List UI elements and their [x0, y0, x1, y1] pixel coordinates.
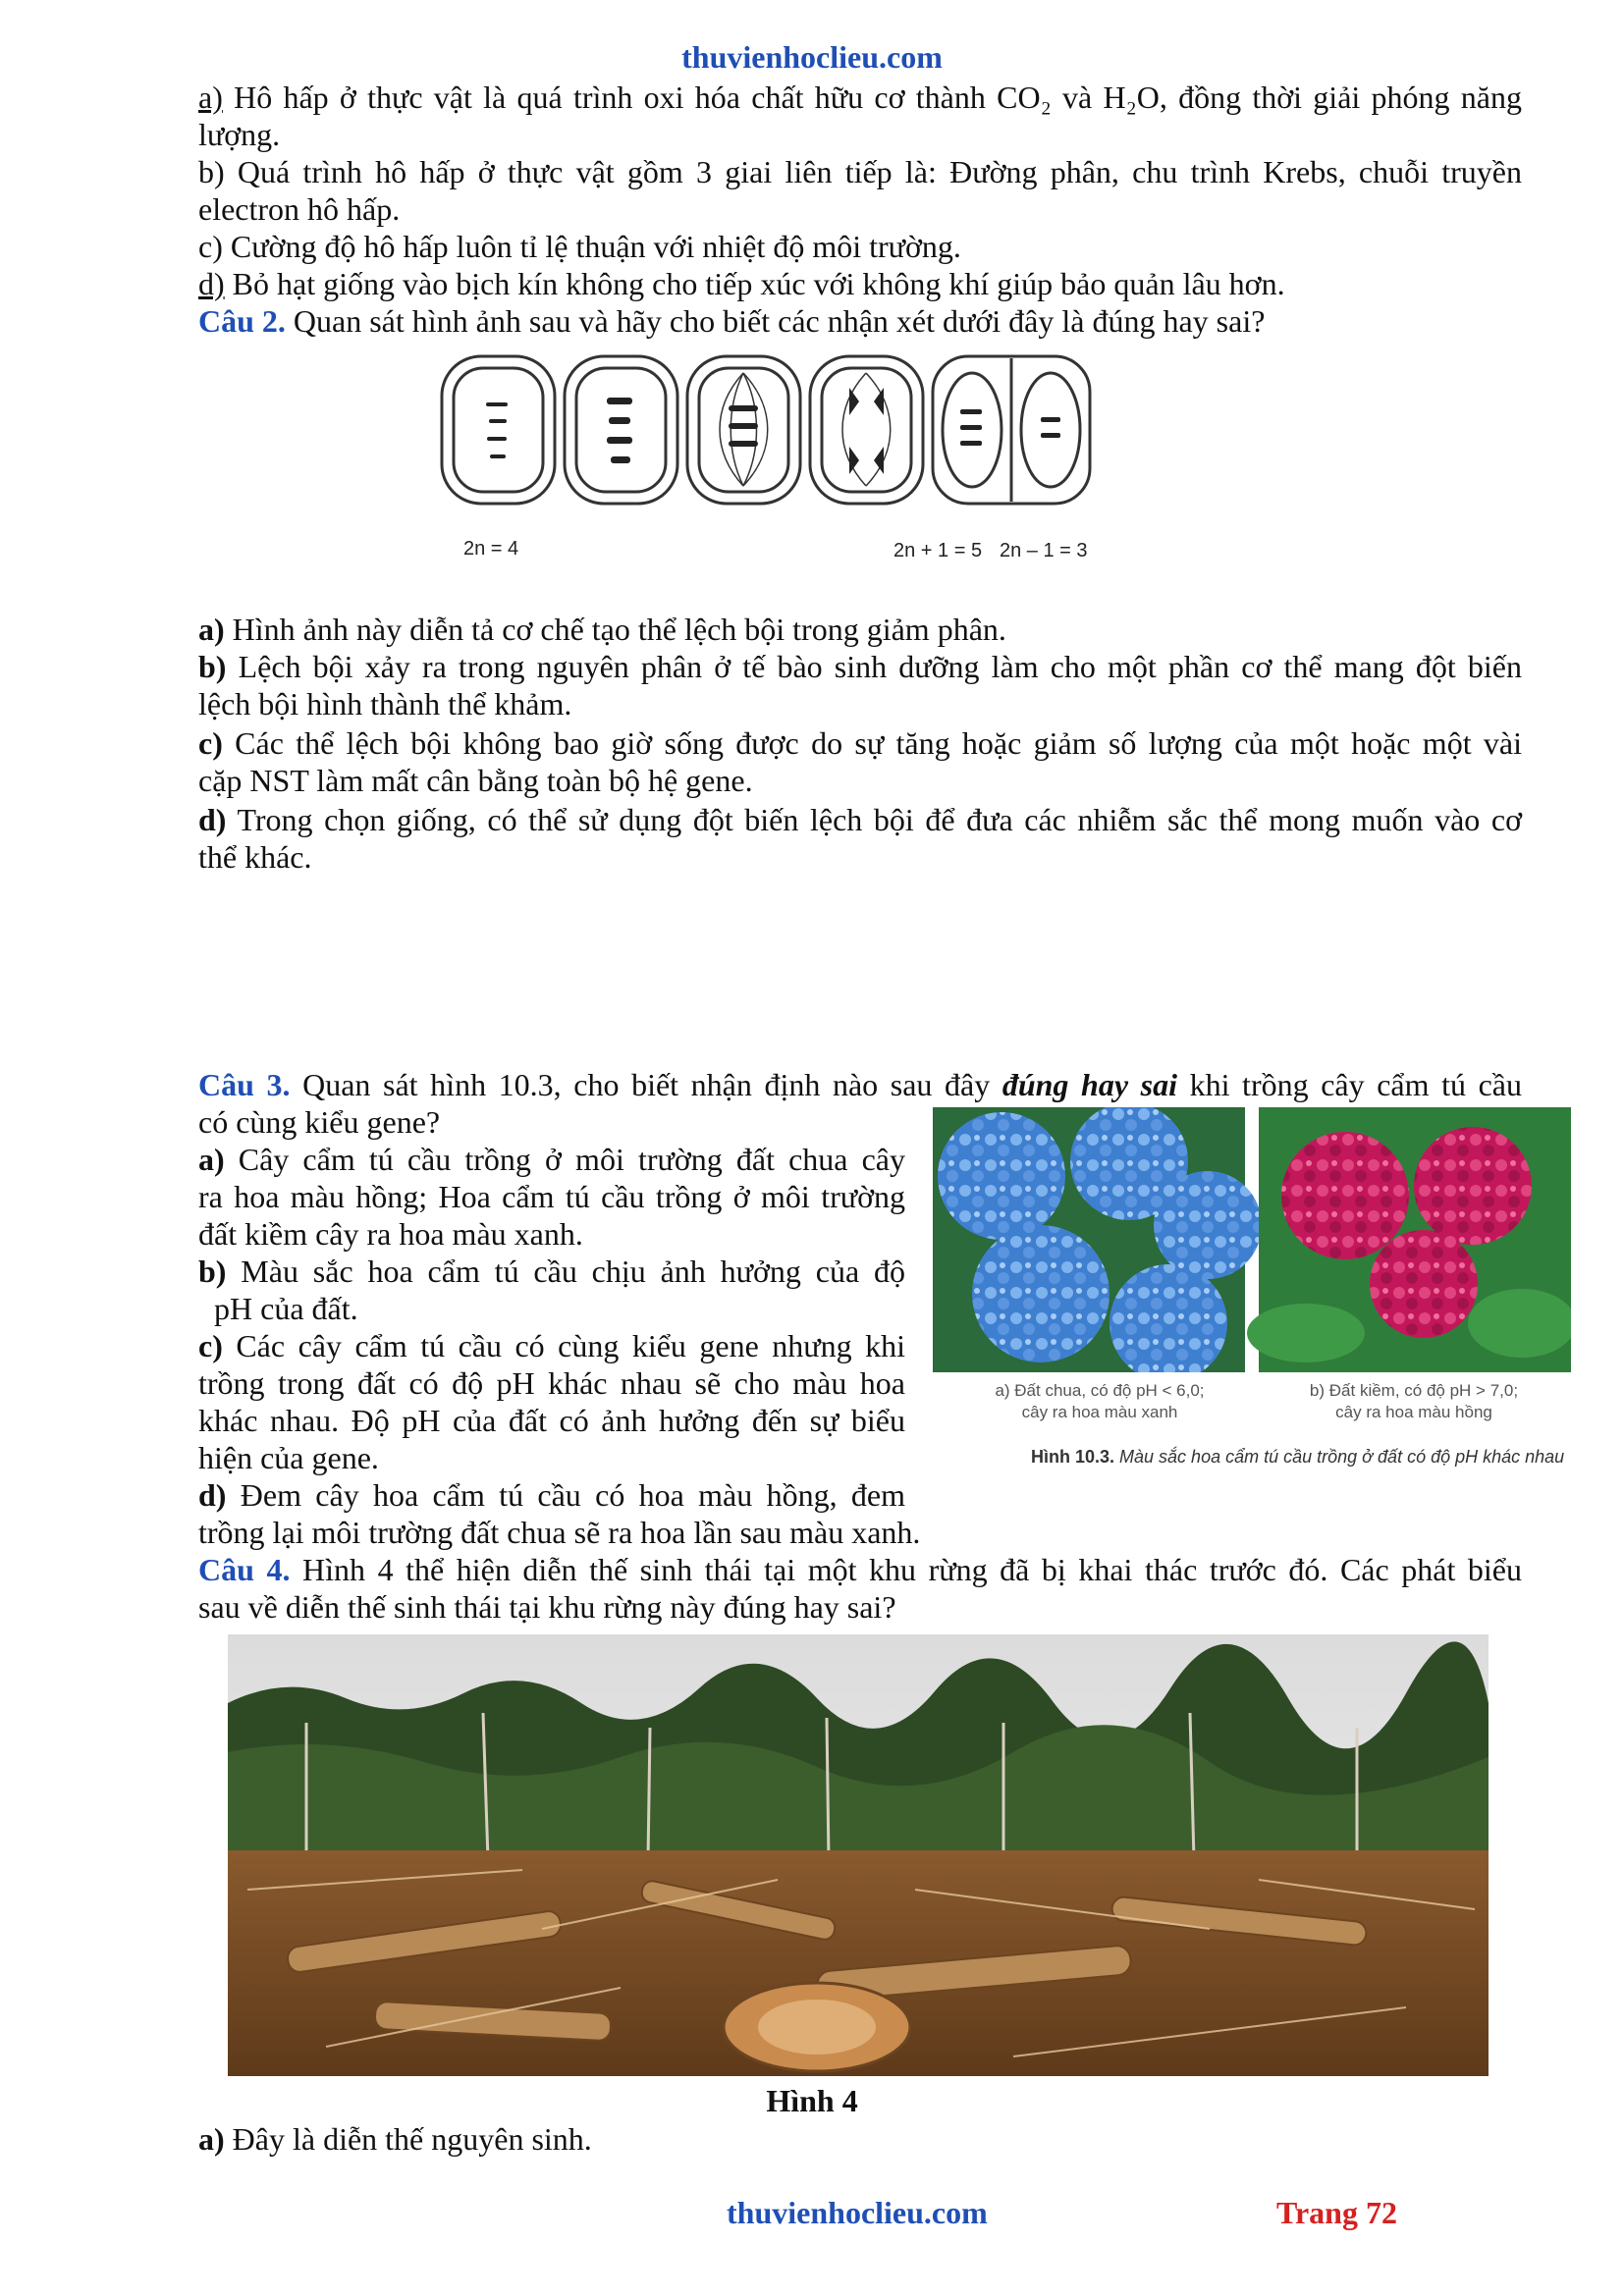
- q1-a-label: a): [198, 80, 223, 115]
- q3-a-l1: [198, 1141, 905, 1178]
- q3-d-label: d): [198, 1477, 227, 1513]
- q2-c-text: Các thể lệch bội không bao giờ sống được do sự tăng hoặc giảm số lượng của một hoặc một vài: [222, 725, 1522, 761]
- footer-site: thuvienhoclieu.com: [727, 2195, 988, 2230]
- fig-caption-a: [962, 1380, 1237, 1423]
- q3-prompt-part1: Quan sát hình 10.3, cho biết nhận định nào sau đây: [290, 1067, 1002, 1102]
- q3-c-l4: hiện của gene.: [198, 1440, 379, 1475]
- q3-a-l2: ra hoa màu hồng; Hoa cẩm tú cầu trồng ở môi trường: [198, 1179, 905, 1214]
- cell-2-inner: [576, 368, 666, 492]
- cell-3-inner: [699, 368, 788, 492]
- q3-b-label: b): [198, 1254, 227, 1289]
- header-site: thuvienhoclieu.com: [681, 39, 943, 75]
- fig-label-2n3: 2n – 1 = 3: [1000, 540, 1088, 561]
- q2-b-text: Lệch bội xảy ra trong nguyên phân ở tế bào sinh dưỡng làm cho một phần cơ thể mang đột biến: [226, 649, 1522, 684]
- q2-b-label: b): [198, 649, 227, 684]
- q3-d-l2: trồng lại môi trường đất chua sẽ ra hoa lần sau màu xanh.: [198, 1515, 921, 1550]
- q3-c-l1: [198, 1327, 905, 1364]
- q1-c-line1: c) Cường độ hô hấp luôn tỉ lệ thuận với nhiệt độ môi trường.: [198, 229, 961, 264]
- q1-b-line1: b) Quá trình hô hấp ở thực vật gồm 3 giai liên tiếp là: Đường phân, chu trình Krebs, chuỗi truyền: [198, 154, 1522, 189]
- fig-caption-b-line2: cây ra hoa màu hồng: [1335, 1403, 1492, 1421]
- q2-d-text: Trong chọn giống, có thể sử dụng đột biến lệch bội để đưa các nhiễm sắc thể mong muốn vào cơ: [226, 802, 1522, 837]
- cell-5-right-inner: [1021, 373, 1080, 487]
- cell-1-inner: [454, 368, 543, 492]
- hydrangea-figure: [933, 1107, 1571, 1490]
- q1-b-line2: electron hô hấp.: [198, 191, 401, 227]
- q2-a-text: Hình ảnh này diễn tả cơ chế tạo thể lệch bội trong giảm phân.: [224, 612, 1006, 647]
- q4-title: Câu 4.: [198, 1552, 291, 1587]
- q3-b-text: Màu sắc hoa cẩm tú cầu chịu ảnh hưởng của độ: [226, 1254, 905, 1289]
- q3-a-l3: đất kiềm cây ra hoa màu xanh.: [198, 1216, 583, 1252]
- q3-d-text: Đem cây hoa cẩm tú cầu có hoa màu hồng, đem: [226, 1477, 905, 1513]
- q3-b-l1: [198, 1253, 905, 1290]
- q3-a-text: Cây cẩm tú cầu trồng ở môi trường đất chua cây: [224, 1142, 905, 1177]
- cell-division-figure: [432, 348, 1100, 574]
- q2-c-line1: [198, 724, 1522, 762]
- q3-prompt-part2: khi trồng cây cẩm tú cầu: [1176, 1067, 1523, 1102]
- q3-prompt-line2: có cùng kiểu gene?: [198, 1104, 441, 1140]
- q2-d-line2: thể khác.: [198, 839, 312, 875]
- fig-caption-b: [1276, 1380, 1551, 1423]
- fig-caption-a-line1: a) Đất chua, có độ pH < 6,0;: [995, 1381, 1205, 1400]
- hydrangea-photos: [933, 1107, 1571, 1372]
- fig4-caption: Hình 4: [766, 2083, 858, 2118]
- q3-c-label: c): [198, 1328, 223, 1363]
- q4-a-label: a): [198, 2121, 225, 2157]
- q2-b-line2: lệch bội hình thành thể khảm.: [198, 686, 572, 721]
- q3-title: Câu 3.: [198, 1067, 291, 1102]
- q2-title: Câu 2.: [198, 303, 286, 339]
- q4-prompt-line1: [198, 1551, 1522, 1588]
- fig-label-2n4: 2n = 4: [463, 538, 519, 560]
- q3-b-l2: pH của đất.: [214, 1291, 358, 1326]
- q2-prompt: [198, 302, 1522, 340]
- q1-d-text: Bỏ hạt giống vào bịch kín không cho tiếp xúc với không khí giúp bảo quản lâu hơn.: [224, 266, 1285, 301]
- fig-title: [1031, 1447, 1571, 1468]
- deforested-area-photo: [228, 1634, 1489, 2076]
- q1-a-text: Hô hấp ở thực vật là quá trình oxi hóa chất hữu cơ thành CO₂ và H₂O, đồng thời giải phóng năng: [222, 80, 1522, 115]
- q4-a-text: Đây là diễn thế nguyên sinh.: [224, 2121, 592, 2157]
- q2-d-line1: [198, 801, 1522, 838]
- fig-label-2n5: 2n + 1 = 5: [893, 540, 983, 561]
- q4-prompt-text: Hình 4 thể hiện diễn thế sinh thái tại một khu rừng đã bị khai thác trước đó. Các phát biểu: [290, 1552, 1523, 1587]
- q1-d-label: d): [198, 266, 225, 301]
- q2-c-label: c): [198, 725, 223, 761]
- q2-c-line2: cặp NST làm mất cân bằng toàn bộ hệ gene.: [198, 763, 753, 798]
- q2-prompt-text: Quan sát hình ảnh sau và hãy cho biết các nhận xét dưới đây là đúng hay sai?: [285, 303, 1266, 339]
- q2-a-label: a): [198, 612, 225, 647]
- fig-caption-b-line1: b) Đất kiềm, có độ pH > 7,0;: [1309, 1381, 1519, 1400]
- q3-prompt-emphasis: đúng hay sai: [1001, 1067, 1177, 1102]
- q4-a: [198, 2120, 1522, 2158]
- q2-d-label: d): [198, 802, 227, 837]
- q2-a: [198, 611, 1522, 648]
- q1-d-line1: [198, 265, 1522, 302]
- cell-4-inner: [822, 368, 911, 492]
- q3-a-label: a): [198, 1142, 225, 1177]
- q1-a-line1: [198, 79, 1522, 116]
- q3-c-l2: trồng trong đất có độ pH khác nhau sẽ cho màu hoa: [198, 1365, 905, 1401]
- q2-b-line1: [198, 648, 1522, 685]
- q3-c-text: Các cây cẩm tú cầu có cùng kiểu gene nhưng khi: [222, 1328, 905, 1363]
- page-number: Trang 72: [1276, 2195, 1397, 2230]
- q3-prompt-line1: [198, 1066, 1522, 1103]
- fig-title-rest: Màu sắc hoa cẩm tú cầu trồng ở đất có độ pH khác nhau: [1114, 1447, 1565, 1467]
- q3-d-l1: [198, 1476, 905, 1514]
- fig-title-bold: Hình 10.3.: [1031, 1447, 1115, 1467]
- fig-caption-a-line2: cây ra hoa màu xanh: [1021, 1403, 1178, 1421]
- q4-prompt-line2: sau về diễn thế sinh thái tại khu rừng này đúng hay sai?: [198, 1589, 896, 1625]
- q3-c-l3: khác nhau. Độ pH của đất có ảnh hưởng đến sự biểu: [198, 1403, 905, 1438]
- q1-a-line2: lượng.: [198, 117, 281, 152]
